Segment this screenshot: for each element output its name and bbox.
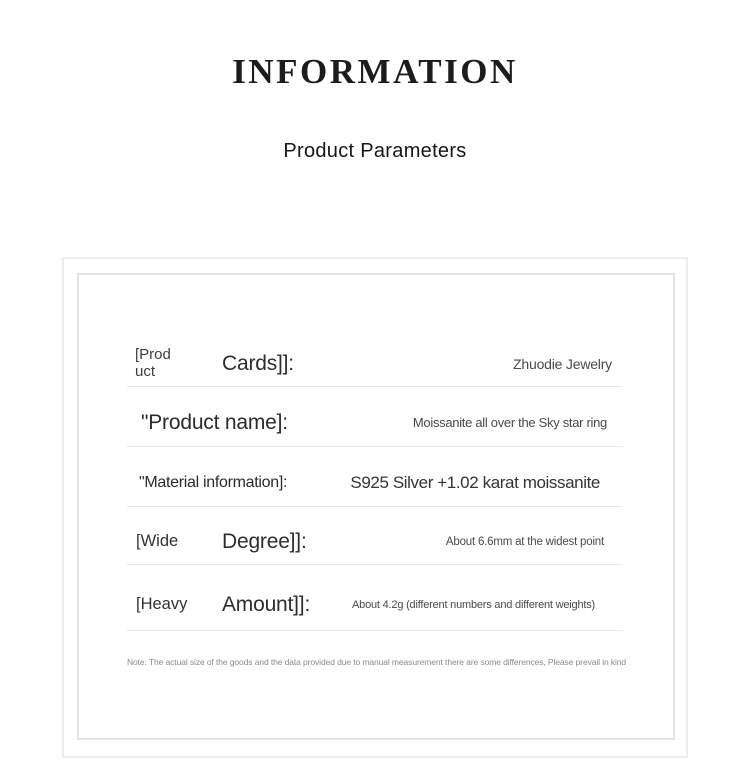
row-material-information-value: S925 Silver +1.02 karat moissanite [350,472,600,492]
page-subtitle: Product Parameters [283,140,467,162]
row-weight [127,565,622,631]
row-material-information-label: "Material information]: [139,473,288,491]
row-product-cards-label-right: Cards]]: [222,351,294,375]
page-title: INFORMATION [232,52,518,91]
row-width-label-left: [Wide [136,532,179,550]
parameters-card [62,257,688,758]
row-weight-label-right: Amount]]: [222,592,311,616]
row-product-name-value: Moissanite all over the Sky star ring [412,415,607,430]
row-width [127,507,622,565]
row-product-cards-value: Zhuodie Jewelry [513,355,612,372]
row-product-cards [127,341,622,387]
measurement-note: Note: The actual size of the goods and the data provided due to manual measurement there are some differences, Please prevail in kind [127,657,627,667]
row-width-label-right: Degree]]: [222,529,307,553]
row-weight-label-left: [Heavy [136,595,188,613]
parameters-table [127,341,622,631]
row-product-name-label: "Product name]: [141,410,288,434]
row-material-information [127,447,622,507]
row-width-value: About 6.6mm at the widest point [445,535,604,548]
row-product-cards-label-left: [Product [135,346,171,380]
parameters-card-inner [77,273,675,740]
row-weight-value: About 4.2g (different numbers and different weights) [352,598,595,611]
row-product-name [127,387,622,447]
